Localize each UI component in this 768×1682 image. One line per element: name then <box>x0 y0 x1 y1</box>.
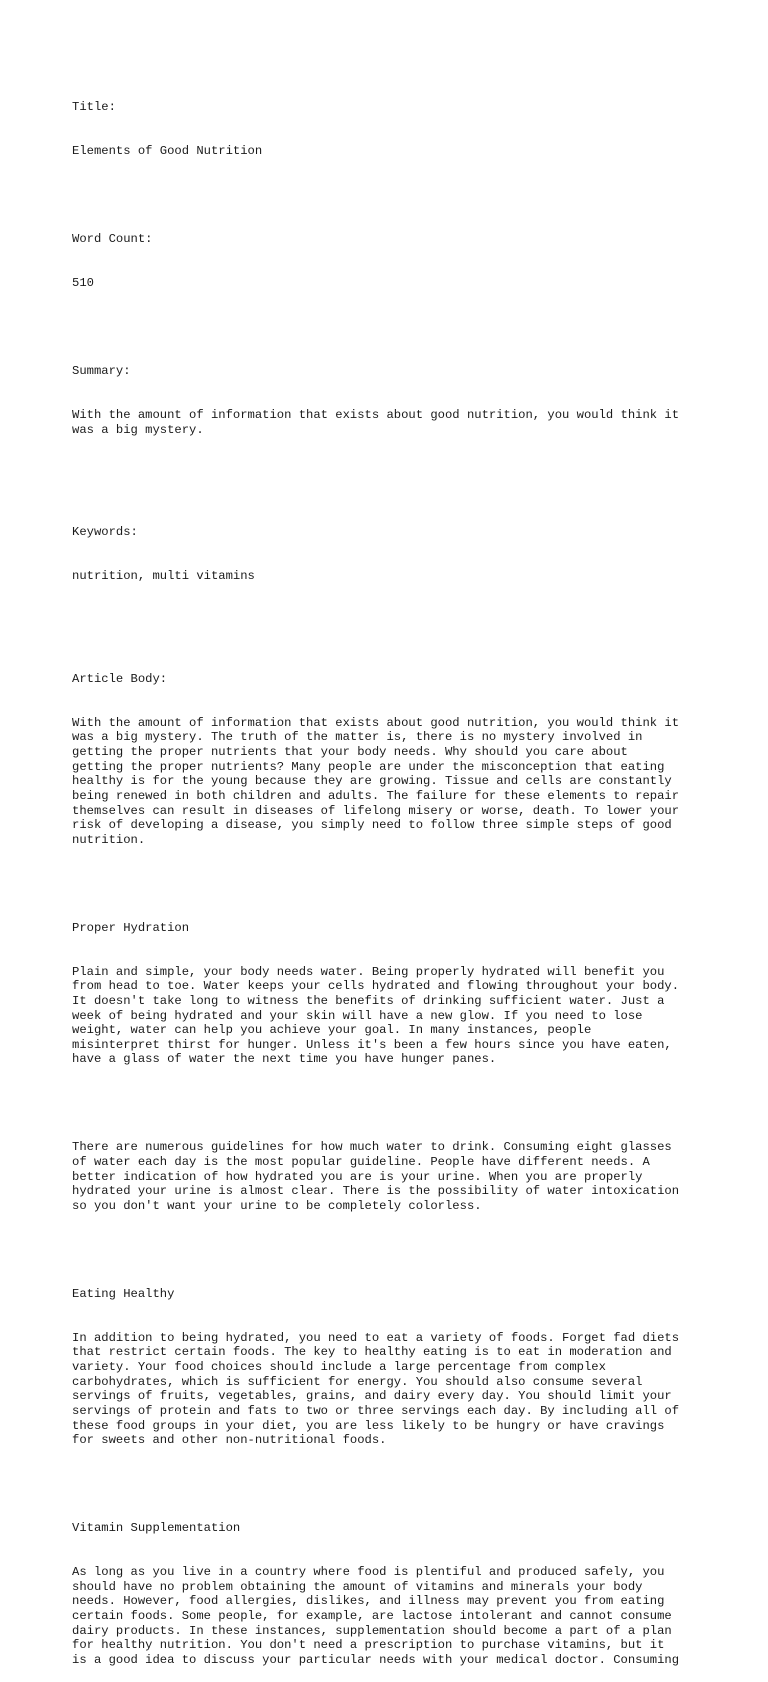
text-line: should have no problem obtaining the amount of vitamins and minerals your body <box>72 1579 643 1594</box>
text-line: getting the proper nutrients that your body needs. Why should you care about <box>72 744 628 759</box>
text-line: With the amount of information that exists about good nutrition, you would think it <box>72 715 680 730</box>
wordcount-value: 510 <box>72 276 94 291</box>
text-line: nutrition. <box>72 832 146 847</box>
text-line: variety. Your food choices should include a large percentage from complex <box>72 1360 606 1375</box>
text-line: of water each day is the most popular guideline. People have different needs. A <box>72 1155 650 1170</box>
text-line: themselves can result in diseases of lifelong misery or worse, death. To lower your <box>72 803 680 818</box>
text-line: was a big mystery. The truth of the matter is, there is no mystery involved in <box>72 730 643 745</box>
text-line: for sweets and other non-nutritional foods. <box>72 1433 387 1448</box>
text-line: misinterpret thirst for hunger. Unless it's been a few hours since you have eaten, <box>72 1037 672 1052</box>
text-line: weight, water can help you achieve your goal. In many instances, people <box>72 1023 592 1038</box>
text-line: was a big mystery. <box>72 422 204 437</box>
hydration-heading: Proper Hydration <box>72 920 190 935</box>
text-line: servings of fruits, vegetables, grains, and dairy every day. You should limit your <box>72 1389 672 1404</box>
article-intro-paragraph <box>72 716 732 848</box>
text-line: week of being hydrated and your skin will have a new glow. If you need to lose <box>72 1008 643 1023</box>
text-line: With the amount of information that exists about good nutrition, you would think it <box>72 407 680 422</box>
vitamin-paragraph <box>72 1565 732 1667</box>
text-line: from head to toe. Water keeps your cells hydrated and flowing throughout your body. <box>72 979 680 994</box>
title-value: Elements of Good Nutrition <box>72 144 263 159</box>
eating-paragraph <box>72 1331 732 1448</box>
text-line: for healthy nutrition. You don't need a prescription to purchase vitamins, but it <box>72 1638 665 1653</box>
text-line: Plain and simple, your body needs water. Being properly hydrated will benefit you <box>72 964 665 979</box>
text-line: In addition to being hydrated, you need to eat a variety of foods. Forget fad diets <box>72 1330 680 1345</box>
text-line: It doesn't take long to witness the benefits of drinking sufficient water. Just a <box>72 993 665 1008</box>
text-line: certain foods. Some people, for example, are lactose intolerant and cannot consume <box>72 1609 672 1624</box>
text-line: so you don't want your urine to be completely colorless. <box>72 1198 482 1213</box>
text-line: being renewed in both children and adults. The failure for these elements to repair <box>72 788 680 803</box>
text-line: is a good idea to discuss your particular needs with your medical doctor. Consuming <box>72 1653 680 1667</box>
title-label: Title: <box>72 100 116 115</box>
text-line: that restrict certain foods. The key to healthy eating is to eat in moderation and <box>72 1345 672 1360</box>
text-line: better indication of how hydrated you are is your urine. When you are properly <box>72 1169 643 1184</box>
text-line: getting the proper nutrients? Many people are under the misconception that eating <box>72 759 665 774</box>
keywords-value: nutrition, multi vitamins <box>72 569 255 584</box>
text-line: these food groups in your diet, you are less likely to be hungry or have cravings <box>72 1418 665 1433</box>
text-line: servings of protein and fats to two or three servings each day. By including all of <box>72 1404 680 1419</box>
text-line: As long as you live in a country where food is plentiful and produced safely, you <box>72 1565 665 1580</box>
article-body-label: Article Body: <box>72 671 168 686</box>
summary-text <box>72 408 732 437</box>
text-line: risk of developing a disease, you simply need to follow three simple steps of good <box>72 818 672 833</box>
text-line: needs. However, food allergies, dislikes, and illness may prevent you from eating <box>72 1594 665 1609</box>
text-line: hydrated your urine is almost clear. There is the possibility of water intoxication <box>72 1184 680 1199</box>
vitamin-heading: Vitamin Supplementation <box>72 1521 241 1536</box>
hydration-paragraph-2 <box>72 1140 732 1213</box>
text-line: There are numerous guidelines for how much water to drink. Consuming eight glasses <box>72 1140 672 1155</box>
document-page <box>72 71 732 1682</box>
hydration-paragraph-1 <box>72 965 732 1067</box>
text-line: healthy is for the young because they are growing. Tissue and cells are constantly <box>72 774 672 789</box>
text-line: have a glass of water the next time you have hunger panes. <box>72 1052 497 1067</box>
text-line: carbohydrates, which is sufficient for energy. You should also consume several <box>72 1374 643 1389</box>
text-line: dairy products. In these instances, supplementation should become a part of a plan <box>72 1623 672 1638</box>
eating-heading: Eating Healthy <box>72 1286 175 1301</box>
wordcount-label: Word Count: <box>72 232 153 247</box>
summary-label: Summary: <box>72 364 131 379</box>
keywords-label: Keywords: <box>72 525 138 540</box>
